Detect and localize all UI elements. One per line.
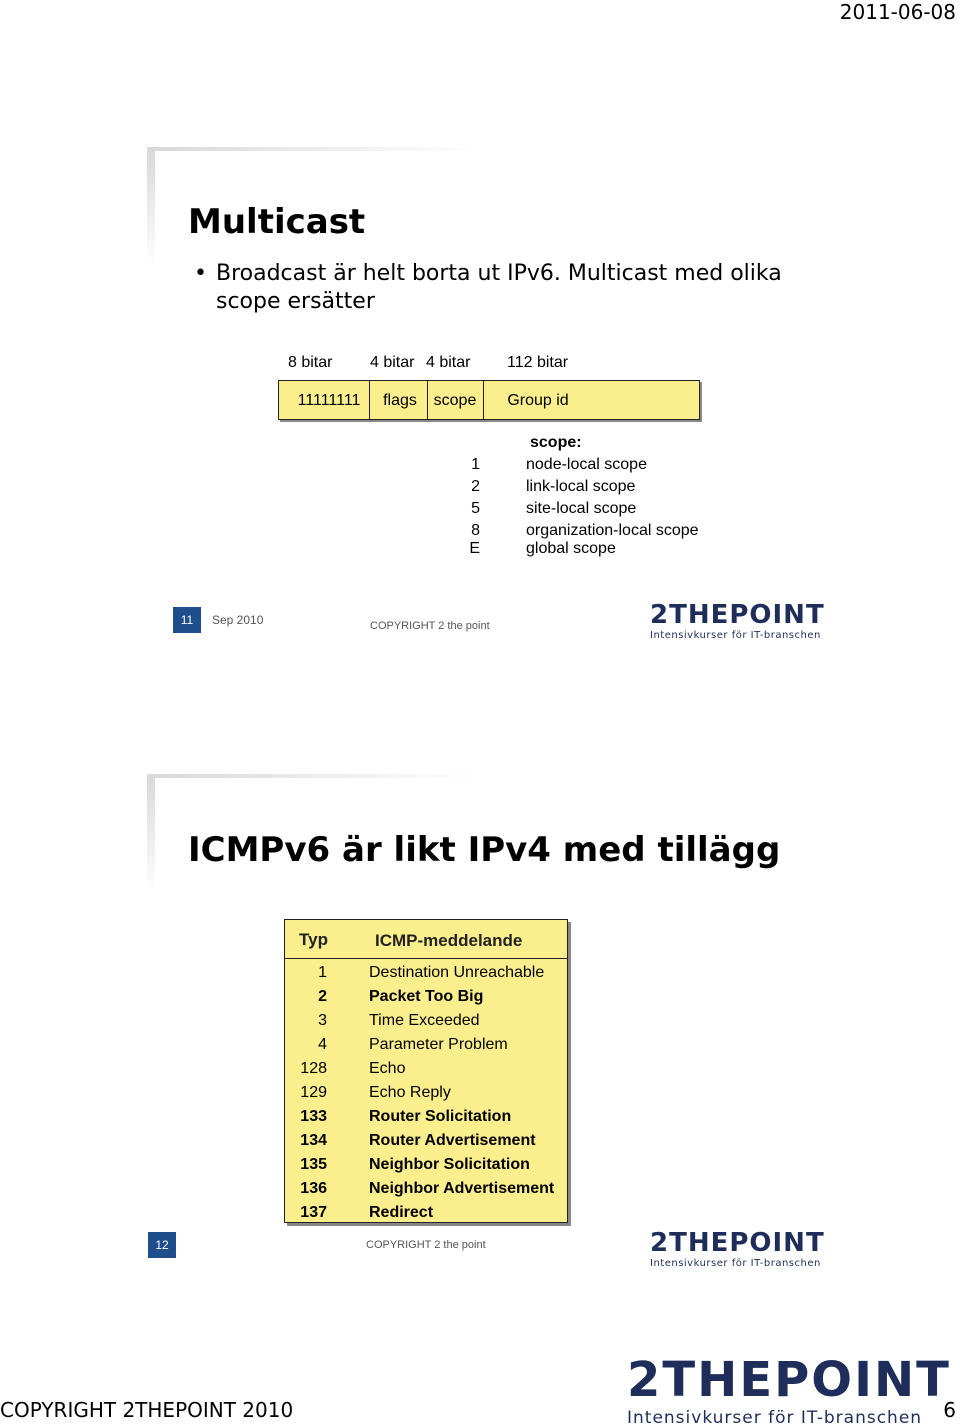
scope-row: 2 link-local scope [471,478,636,495]
icmp-type: 4 [318,1036,327,1053]
slide-number: 11 [173,607,201,633]
company-logo [650,600,825,641]
table-row [285,1156,567,1180]
icmp-type: 3 [318,1012,327,1029]
field-flags: flags [383,392,417,409]
bullet-text: • Broadcast är helt borta ut IPv6. Multicast med olika scope ersätter [194,261,782,314]
icmp-type: 2 [318,988,327,1005]
slide-number: 12 [148,1232,176,1258]
icmp-type: 135 [300,1156,327,1173]
icmp-message: Neighbor Advertisement [369,1180,555,1197]
icmp-type: 133 [300,1108,327,1125]
icmp-message: Echo [369,1060,406,1077]
bit-label: 8 bitar [288,354,333,371]
icmp-type: 136 [300,1180,327,1197]
multicast-address-format [278,380,700,420]
field-prefix: 11111111 [297,392,361,409]
table-row [285,1060,567,1084]
icmp-type: 134 [300,1132,327,1149]
table-row [285,1204,567,1228]
icmp-message: Router Solicitation [369,1108,512,1125]
icmp-message: Parameter Problem [369,1036,508,1053]
logo-tagline: Intensivkurser för IT-branschen [650,1258,821,1269]
table-row [285,1012,567,1036]
logo-wordmark: 2THEPOINT [627,1352,951,1408]
icmp-type: 128 [300,1060,327,1077]
table-row [285,964,567,988]
scope-row: E global scope [469,540,616,557]
icmp-type: 129 [300,1084,327,1101]
icmp-table [284,919,568,1223]
company-logo [650,1228,825,1269]
icmp-message: Packet Too Big [369,988,484,1005]
table-row [285,1180,567,1204]
slide-copyright: COPYRIGHT 2 the point [366,1239,486,1251]
slide-title: Multicast [188,202,366,242]
logo-tagline: Intensivkurser för IT-branschen [627,1408,923,1428]
scope-heading: scope: [530,434,582,451]
icmp-message: Redirect [369,1204,434,1221]
field-group-id: Group id [507,392,569,409]
table-row [285,988,567,1012]
logo-wordmark: 2THEPOINT [650,600,825,630]
page-copyright: COPYRIGHT 2THEPOINT 2010 [0,1398,294,1422]
slide-copyright: COPYRIGHT 2 the point [370,620,490,632]
footer-logo [627,1352,951,1428]
logo-tagline: Intensivkurser för IT-branschen [650,630,821,641]
icmp-message: Neighbor Solicitation [369,1156,530,1173]
table-row [285,1108,567,1132]
bullet-icon: • [194,261,207,286]
bit-label: 112 bitar [507,354,569,371]
page-number: 6 [943,1398,956,1422]
slide-title: ICMPv6 är likt IPv4 med tillägg [188,830,781,870]
table-row [285,1132,567,1156]
field-scope: scope [433,392,477,409]
icmp-message: Router Advertisement [369,1132,536,1149]
bit-label: 4 bitar [370,354,415,371]
column-header-type: Typ [299,930,328,949]
icmp-type: 137 [300,1204,327,1221]
icmp-message: Time Exceeded [369,1012,480,1029]
icmp-type: 1 [318,964,327,981]
table-row [285,1036,567,1060]
table-row [285,1084,567,1108]
slide-date: Sep 2010 [212,613,264,627]
scope-list [440,454,740,560]
column-header-message: ICMP-meddelande [375,931,523,950]
scope-row: 5 site-local scope [471,500,637,517]
page-date: 2011-06-08 [839,0,956,24]
icmp-message: Echo Reply [369,1084,451,1101]
scope-row: 8 organization-local scope [471,522,699,539]
bit-label: 4 bitar [426,354,471,371]
icmp-message: Destination Unreachable [369,964,545,981]
scope-row: 1 node-local scope [471,456,647,473]
icmp-rows [285,964,567,1228]
logo-wordmark: 2THEPOINT [650,1228,825,1258]
